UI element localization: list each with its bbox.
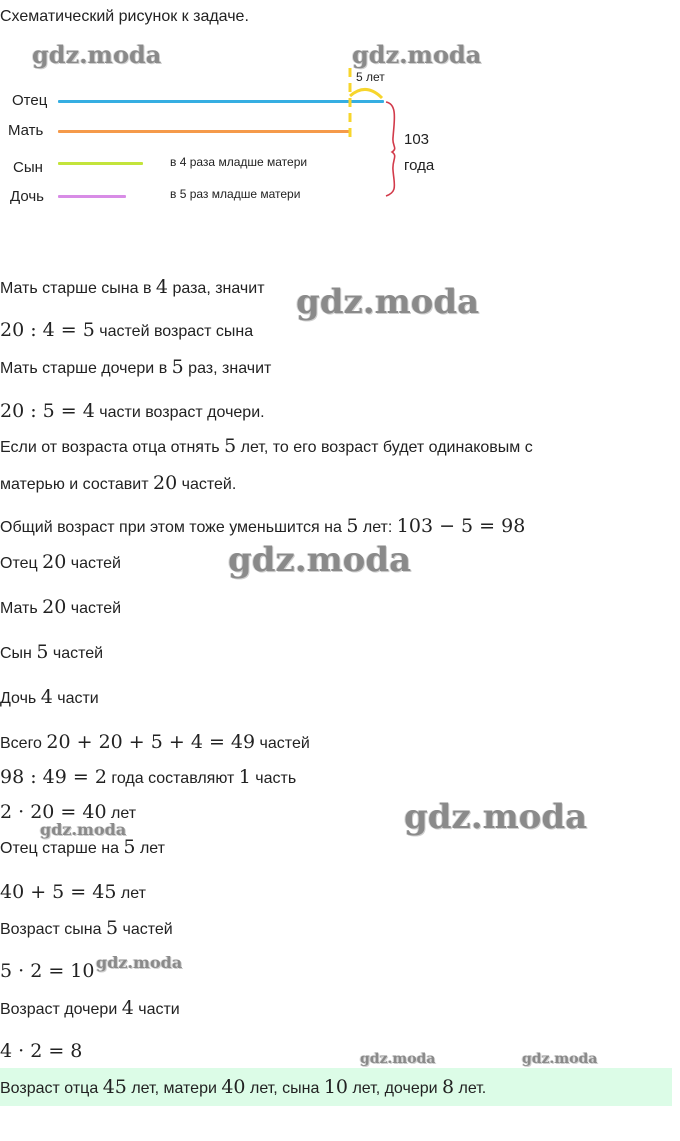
line-7: Общий возраст при этом тоже уменьшится на 5 лет: 103 − 5 = 98 — [0, 515, 526, 537]
line-11: Дочь 4 части — [0, 686, 99, 708]
line-20: 4 · 2 = 8 — [0, 1040, 83, 1062]
son-note: в 4 раза младше матери — [170, 155, 308, 169]
line-1: Мать старше сына в 4 раза, значит — [0, 276, 265, 298]
daughter-bar — [58, 195, 126, 198]
total-unit: года — [404, 157, 435, 174]
line-18: 5 · 2 = 10 — [0, 960, 95, 982]
line-13: 98 : 49 = 2 года составляют 1 часть — [0, 766, 297, 788]
total-brace — [386, 102, 395, 196]
label-son: Сын — [13, 159, 43, 176]
answer-box: Возраст отца 45 лет, матери 40 лет, сына 10 лет, дочери 8 лет. — [0, 1068, 672, 1106]
line-6: матерью и составит 20 частей. — [0, 472, 237, 494]
label-mother: Мать — [8, 122, 44, 139]
line-12: Всего 20 + 20 + 5 + 4 = 49 частей — [0, 731, 310, 753]
line-9: Мать 20 частей — [0, 596, 122, 618]
line-17: Возраст сына 5 частей — [0, 917, 173, 939]
line-8: Отец 20 частей — [0, 551, 121, 573]
gap-arc — [350, 89, 382, 98]
watermark: gdz.moda — [296, 282, 480, 322]
label-father: Отец — [12, 92, 48, 109]
watermark: gdz.moda — [360, 1051, 436, 1067]
watermark: gdz.moda — [522, 1051, 598, 1067]
caption: Схематический рисунок к задаче. — [0, 8, 249, 25]
watermark: gdz.moda — [404, 797, 588, 837]
son-bar — [58, 162, 143, 165]
gap-label: 5 лет — [356, 70, 385, 84]
line-10: Сын 5 частей — [0, 641, 104, 663]
line-19: Возраст дочери 4 части — [0, 997, 180, 1019]
total-number: 103 — [404, 131, 430, 148]
line-2: 20 : 4 = 5 частей возраст сына — [0, 319, 254, 341]
watermark: gdz.moda — [40, 820, 127, 839]
line-15: Отец старше на 5 лет — [0, 836, 165, 858]
watermark: gdz.moda — [228, 540, 412, 580]
father-bar — [58, 100, 384, 103]
line-5: Если от возраста отца отнять 5 лет, то его возраст будет одинаковым с — [0, 435, 533, 457]
daughter-note: в 5 раз младше матери — [170, 187, 301, 201]
watermark: gdz.moda — [32, 40, 162, 69]
label-daughter: Дочь — [10, 188, 44, 205]
watermark: gdz.moda — [96, 953, 183, 972]
watermark: gdz.moda — [352, 40, 482, 69]
line-16: 40 + 5 = 45 лет — [0, 881, 146, 903]
line-3: Мать старше дочери в 5 раз, значит — [0, 356, 272, 378]
line-4: 20 : 5 = 4 части возраст дочери. — [0, 400, 265, 422]
mother-bar — [58, 130, 350, 133]
line-14: 2 · 20 = 40 лет — [0, 801, 137, 823]
